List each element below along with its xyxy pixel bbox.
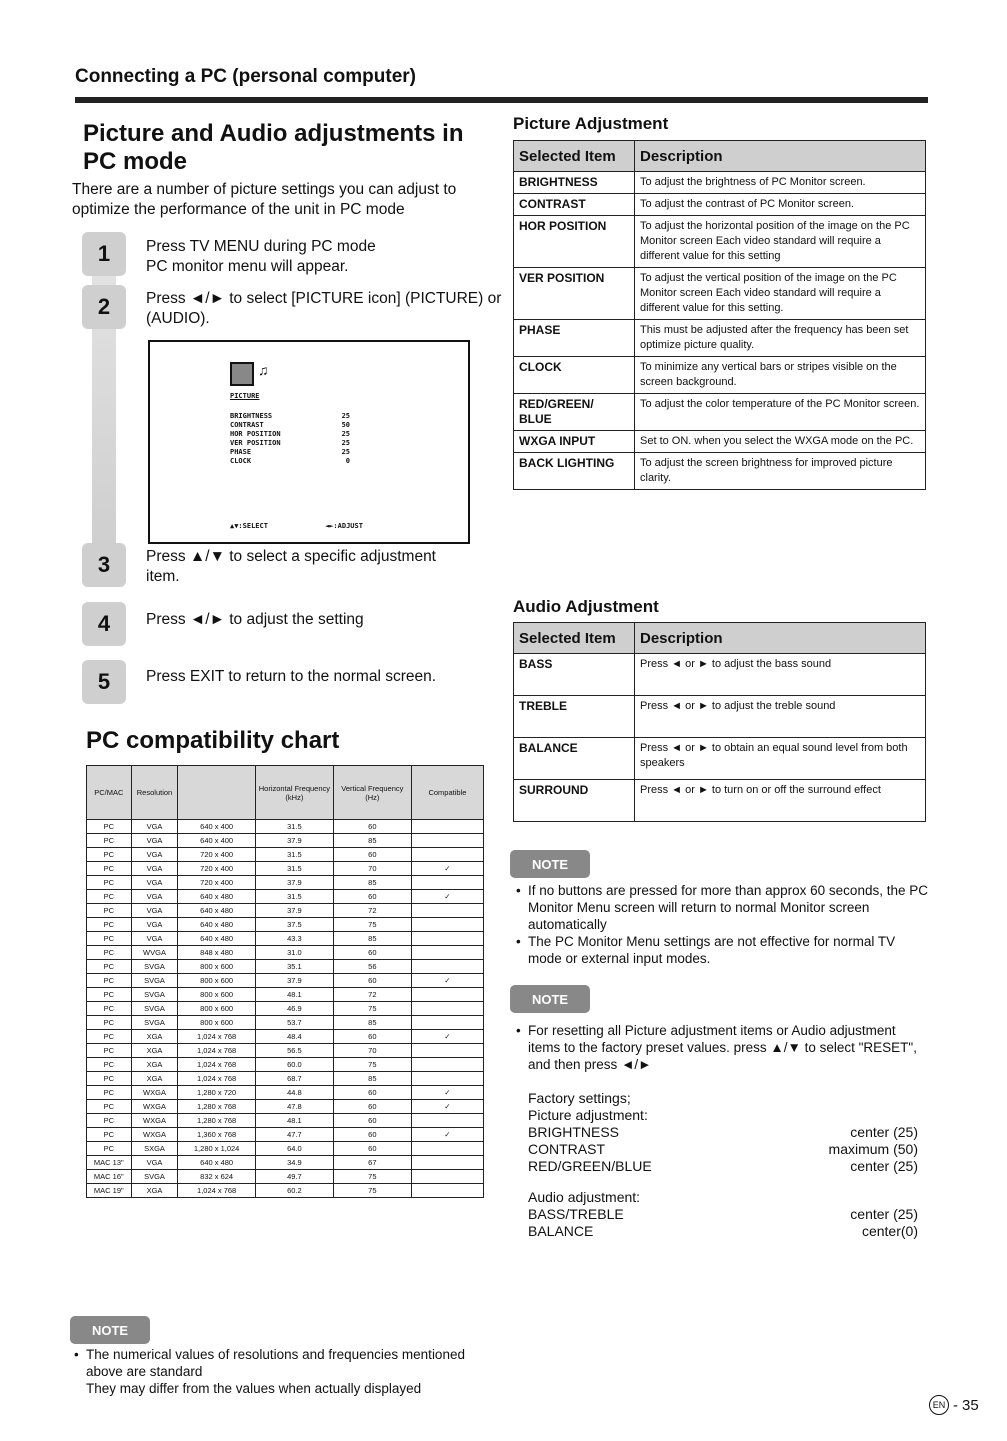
table-cell: 35.1 bbox=[255, 960, 333, 974]
step-5-text: Press EXIT to return to the normal screen. bbox=[146, 668, 437, 685]
table-cell: 1,024 x 768 bbox=[178, 1058, 256, 1072]
compat-header: Horizontal Frequency (kHz) bbox=[255, 766, 333, 820]
factory-row: BASS/TREBLE center (25) bbox=[528, 1206, 918, 1222]
osd-menu-screenshot bbox=[148, 340, 470, 544]
factory-title: Factory settings; bbox=[528, 1090, 631, 1106]
table-cell: XGA bbox=[131, 1072, 178, 1086]
table-cell bbox=[411, 834, 483, 848]
table-cell: SXGA bbox=[131, 1142, 178, 1156]
step-4-number: 4 bbox=[82, 602, 126, 646]
table-cell: 1,024 x 768 bbox=[178, 1072, 256, 1086]
osd-list bbox=[230, 412, 350, 466]
table-row: BASS Press ◄ or ► to adjust the bass sound bbox=[514, 654, 926, 696]
step-4-text: Press ◄/► to adjust the setting bbox=[146, 611, 364, 628]
table-row bbox=[87, 1030, 484, 1044]
intro-text: There are a number of picture settings you can adjust to optimize the performance of the unit in PC mode bbox=[72, 181, 457, 218]
note-1-bullets bbox=[528, 882, 928, 967]
header-rule bbox=[75, 97, 928, 103]
table-cell: VGA bbox=[131, 932, 178, 946]
compat-header-row bbox=[87, 766, 484, 820]
table-cell: 800 x 600 bbox=[178, 1002, 256, 1016]
note-2-bullet: • For resetting all Picture adjustment items or Audio adjustment items to the factory preset values. press ▲/▼ to select "RESET", and then press ◄/► bbox=[528, 1022, 924, 1073]
table-cell: PC bbox=[87, 960, 132, 974]
table-cell: PC bbox=[87, 890, 132, 904]
table-cell: WXGA bbox=[131, 1114, 178, 1128]
table-cell: 85 bbox=[333, 876, 411, 890]
table-cell: 53.7 bbox=[255, 1016, 333, 1030]
compat-header bbox=[178, 766, 256, 820]
table-cell: 60 bbox=[333, 1086, 411, 1100]
heading-line-1: Picture and Audio adjustments in bbox=[83, 120, 464, 147]
table-cell: 31.5 bbox=[255, 862, 333, 876]
table-cell: PC bbox=[87, 1030, 132, 1044]
table-cell bbox=[411, 904, 483, 918]
table-cell: 49.7 bbox=[255, 1170, 333, 1184]
table-row: CLOCK To minimize any vertical bars or stripes visible on the screen background. bbox=[514, 357, 926, 394]
table-row bbox=[87, 1128, 484, 1142]
table-cell: 640 x 480 bbox=[178, 918, 256, 932]
table-cell: VGA bbox=[131, 862, 178, 876]
step-1-line1: Press TV MENU during PC mode bbox=[146, 238, 376, 255]
osd-row: BRIGHTNESS 25 bbox=[230, 412, 350, 420]
table-cell: 85 bbox=[333, 834, 411, 848]
step-3-number: 3 bbox=[82, 543, 126, 587]
table-cell: 800 x 600 bbox=[178, 974, 256, 988]
table-cell: ✓ bbox=[411, 890, 483, 904]
table-cell: 31.5 bbox=[255, 820, 333, 834]
lang-badge: EN bbox=[929, 1395, 949, 1415]
table-row bbox=[87, 890, 484, 904]
table-cell bbox=[411, 848, 483, 862]
table-cell: MAC 16" bbox=[87, 1170, 132, 1184]
table-cell: VGA bbox=[131, 848, 178, 862]
table-row bbox=[87, 1002, 484, 1016]
table-cell: PC bbox=[87, 834, 132, 848]
table-cell: 68.7 bbox=[255, 1072, 333, 1086]
table-cell: 1,280 x 720 bbox=[178, 1086, 256, 1100]
table-cell: 70 bbox=[333, 1044, 411, 1058]
table-cell: 60.0 bbox=[255, 1058, 333, 1072]
osd-footer-adjust: ◄►:ADJUST bbox=[325, 522, 363, 530]
table-cell: 56.5 bbox=[255, 1044, 333, 1058]
factory-settings bbox=[528, 1090, 918, 1240]
table-row: PHASE This must be adjusted after the frequency has been set optimize picture quality. bbox=[514, 320, 926, 357]
table-cell: PC bbox=[87, 904, 132, 918]
table-cell: 60 bbox=[333, 848, 411, 862]
table-row: SURROUND Press ◄ or ► to turn on or off the surround effect bbox=[514, 780, 926, 822]
table-cell: 34.9 bbox=[255, 1156, 333, 1170]
adj-header-row bbox=[514, 141, 926, 172]
note-bullet-line1: • The numerical values of resolutions and frequencies mentioned above are standard bbox=[86, 1347, 465, 1379]
table-cell: 800 x 600 bbox=[178, 1016, 256, 1030]
table-cell: VGA bbox=[131, 890, 178, 904]
compat-header: Compatible bbox=[411, 766, 483, 820]
col-description: Description bbox=[635, 141, 926, 172]
table-cell: ✓ bbox=[411, 1128, 483, 1142]
table-cell: 1,280 x 768 bbox=[178, 1100, 256, 1114]
table-cell: 60 bbox=[333, 1142, 411, 1156]
table-cell bbox=[411, 820, 483, 834]
table-row bbox=[87, 820, 484, 834]
table-cell: ✓ bbox=[411, 1100, 483, 1114]
table-row: CONTRAST To adjust the contrast of PC Monitor screen. bbox=[514, 194, 926, 216]
table-cell: SVGA bbox=[131, 974, 178, 988]
table-cell: 37.9 bbox=[255, 876, 333, 890]
table-row bbox=[87, 848, 484, 862]
page-number: EN - 35 bbox=[929, 1395, 979, 1415]
table-cell: XGA bbox=[131, 1058, 178, 1072]
table-cell: PC bbox=[87, 1044, 132, 1058]
factory-audio-title: Audio adjustment: bbox=[528, 1189, 641, 1205]
table-cell bbox=[411, 1142, 483, 1156]
table-cell bbox=[411, 932, 483, 946]
step-5-number: 5 bbox=[82, 660, 126, 704]
osd-row: PHASE 25 bbox=[230, 448, 350, 456]
table-row bbox=[87, 904, 484, 918]
table-cell: PC bbox=[87, 1002, 132, 1016]
heading-compat-chart: PC compatibility chart bbox=[86, 727, 340, 754]
table-row bbox=[87, 988, 484, 1002]
step-3-line1: Press ▲/▼ to select a specific adjustment bbox=[146, 548, 436, 565]
step-1-number: 1 bbox=[82, 232, 126, 276]
table-row bbox=[87, 960, 484, 974]
table-cell: WXGA bbox=[131, 1086, 178, 1100]
table-cell: 47.8 bbox=[255, 1100, 333, 1114]
table-cell bbox=[411, 1156, 483, 1170]
factory-row: CONTRAST maximum (50) bbox=[528, 1141, 918, 1157]
table-cell: PC bbox=[87, 1128, 132, 1142]
table-cell: VGA bbox=[131, 918, 178, 932]
table-cell: PC bbox=[87, 974, 132, 988]
compat-header: PC/MAC bbox=[87, 766, 132, 820]
table-cell: 75 bbox=[333, 1184, 411, 1198]
compat-table bbox=[86, 765, 484, 1198]
table-cell: XGA bbox=[131, 1044, 178, 1058]
table-cell: 60 bbox=[333, 1128, 411, 1142]
table-cell: MAC 13" bbox=[87, 1156, 132, 1170]
table-cell: SVGA bbox=[131, 1016, 178, 1030]
note-badge: NOTE bbox=[70, 1316, 150, 1344]
osd-footer-select: ▲▼:SELECT bbox=[230, 522, 268, 530]
table-cell: SVGA bbox=[131, 1170, 178, 1184]
table-row: BRIGHTNESS To adjust the brightness of PC Monitor screen. bbox=[514, 172, 926, 194]
table-cell: VGA bbox=[131, 1156, 178, 1170]
factory-picture-title: Picture adjustment: bbox=[528, 1107, 648, 1123]
table-cell: ✓ bbox=[411, 862, 483, 876]
osd-row: HOR POSITION 25 bbox=[230, 430, 350, 438]
table-row bbox=[87, 932, 484, 946]
table-cell: 720 x 400 bbox=[178, 862, 256, 876]
table-cell: 60 bbox=[333, 946, 411, 960]
table-cell: 72 bbox=[333, 904, 411, 918]
heading-picture-audio bbox=[83, 120, 463, 176]
table-cell: SVGA bbox=[131, 960, 178, 974]
table-cell: 31.5 bbox=[255, 848, 333, 862]
table-row bbox=[87, 1156, 484, 1170]
table-row bbox=[87, 1184, 484, 1198]
table-row bbox=[87, 1058, 484, 1072]
table-cell: 85 bbox=[333, 1016, 411, 1030]
note-bullet bbox=[86, 1346, 486, 1397]
table-cell: 720 x 400 bbox=[178, 876, 256, 890]
table-cell: SVGA bbox=[131, 988, 178, 1002]
table-cell: PC bbox=[87, 988, 132, 1002]
table-cell: 85 bbox=[333, 1072, 411, 1086]
table-cell: PC bbox=[87, 820, 132, 834]
table-cell: 640 x 480 bbox=[178, 904, 256, 918]
table-cell bbox=[411, 1044, 483, 1058]
table-cell: PC bbox=[87, 1100, 132, 1114]
table-cell: 75 bbox=[333, 1058, 411, 1072]
table-row: HOR POSITION To adjust the horizontal position of the image on the PC Monitor screen Each video standard will require a different value for this setting bbox=[514, 216, 926, 268]
table-cell: 75 bbox=[333, 1002, 411, 1016]
table-row bbox=[87, 974, 484, 988]
table-row bbox=[87, 876, 484, 890]
table-cell: 64.0 bbox=[255, 1142, 333, 1156]
table-cell: 1,024 x 768 bbox=[178, 1044, 256, 1058]
table-cell: WXGA bbox=[131, 1100, 178, 1114]
osd-row: CLOCK 0 bbox=[230, 457, 350, 465]
table-cell: 1,280 x 768 bbox=[178, 1114, 256, 1128]
table-cell: 48.1 bbox=[255, 988, 333, 1002]
note-badge: NOTE bbox=[510, 985, 590, 1013]
table-cell: PC bbox=[87, 932, 132, 946]
table-cell: 75 bbox=[333, 1170, 411, 1184]
table-cell: 56 bbox=[333, 960, 411, 974]
table-cell: 640 x 400 bbox=[178, 820, 256, 834]
table-cell: 640 x 400 bbox=[178, 834, 256, 848]
table-row: TREBLE Press ◄ or ► to adjust the treble sound bbox=[514, 696, 926, 738]
table-cell: 640 x 480 bbox=[178, 932, 256, 946]
table-cell: PC bbox=[87, 1142, 132, 1156]
factory-row: RED/GREEN/BLUE center (25) bbox=[528, 1158, 918, 1174]
table-row bbox=[87, 1016, 484, 1030]
step-2-number: 2 bbox=[82, 285, 126, 329]
table-cell: 60 bbox=[333, 820, 411, 834]
table-cell: 1,280 x 1,024 bbox=[178, 1142, 256, 1156]
table-cell: PC bbox=[87, 918, 132, 932]
table-cell: 48.1 bbox=[255, 1114, 333, 1128]
table-cell: 37.9 bbox=[255, 974, 333, 988]
step-1-line2: PC monitor menu will appear. bbox=[146, 258, 349, 275]
table-cell bbox=[411, 1058, 483, 1072]
note-bullet-line2: They may differ from the values when actually displayed bbox=[86, 1381, 422, 1396]
table-cell: 800 x 600 bbox=[178, 988, 256, 1002]
table-cell bbox=[411, 1184, 483, 1198]
table-cell: VGA bbox=[131, 904, 178, 918]
table-cell: ✓ bbox=[411, 974, 483, 988]
table-cell: PC bbox=[87, 848, 132, 862]
table-cell: 60 bbox=[333, 890, 411, 904]
table-cell bbox=[411, 1016, 483, 1030]
table-cell: PC bbox=[87, 1086, 132, 1100]
table-row bbox=[87, 946, 484, 960]
table-cell: 832 x 624 bbox=[178, 1170, 256, 1184]
table-cell: 60 bbox=[333, 1100, 411, 1114]
table-cell: 67 bbox=[333, 1156, 411, 1170]
table-row: WXGA INPUT Set to ON. when you select the WXGA mode on the PC. bbox=[514, 431, 926, 453]
adj-header-row bbox=[514, 623, 926, 654]
page-number-text: 35 bbox=[962, 1396, 979, 1414]
table-row bbox=[87, 1170, 484, 1184]
table-row bbox=[87, 1072, 484, 1086]
step-3-line2: item. bbox=[146, 568, 180, 585]
table-cell: VGA bbox=[131, 820, 178, 834]
table-cell: 85 bbox=[333, 932, 411, 946]
table-cell: WXGA bbox=[131, 1128, 178, 1142]
table-cell: PC bbox=[87, 1114, 132, 1128]
compat-header: Vertical Frequency (Hz) bbox=[333, 766, 411, 820]
table-cell: 720 x 400 bbox=[178, 848, 256, 862]
step-3-text bbox=[146, 547, 436, 587]
table-cell: XGA bbox=[131, 1184, 178, 1198]
audio-icon: ♫ bbox=[258, 362, 269, 378]
table-cell: PC bbox=[87, 1016, 132, 1030]
factory-row: BALANCE center(0) bbox=[528, 1223, 918, 1239]
table-cell bbox=[411, 946, 483, 960]
table-cell bbox=[411, 876, 483, 890]
table-cell: WVGA bbox=[131, 946, 178, 960]
table-cell: 48.4 bbox=[255, 1030, 333, 1044]
table-cell: 43.3 bbox=[255, 932, 333, 946]
table-cell bbox=[411, 1114, 483, 1128]
heading-line-2: PC mode bbox=[83, 148, 188, 175]
table-cell: 60 bbox=[333, 1114, 411, 1128]
osd-row: VER POSITION 25 bbox=[230, 439, 350, 447]
table-cell: 72 bbox=[333, 988, 411, 1002]
table-cell: ✓ bbox=[411, 1030, 483, 1044]
table-cell: 640 x 480 bbox=[178, 1156, 256, 1170]
note-bullet: • If no buttons are pressed for more than approx 60 seconds, the PC Monitor Menu screen will return to normal Monitor screen automatically bbox=[528, 882, 928, 933]
table-cell bbox=[411, 918, 483, 932]
table-cell: PC bbox=[87, 946, 132, 960]
table-cell: 800 x 600 bbox=[178, 960, 256, 974]
table-row bbox=[87, 834, 484, 848]
table-cell: 640 x 480 bbox=[178, 890, 256, 904]
audio-adjustment-heading: Audio Adjustment bbox=[513, 597, 659, 616]
table-cell: 37.5 bbox=[255, 918, 333, 932]
table-cell: 37.9 bbox=[255, 834, 333, 848]
picture-adjustment-table bbox=[513, 140, 926, 490]
section-header: Connecting a PC (personal computer) bbox=[75, 66, 416, 87]
step-2-line2: (AUDIO). bbox=[146, 310, 210, 327]
table-cell bbox=[411, 1072, 483, 1086]
table-row bbox=[87, 1044, 484, 1058]
table-row bbox=[87, 918, 484, 932]
col-selected-item: Selected Item bbox=[514, 141, 635, 172]
table-row bbox=[87, 1100, 484, 1114]
factory-row: BRIGHTNESS center (25) bbox=[528, 1124, 918, 1140]
table-cell: PC bbox=[87, 862, 132, 876]
table-cell: 31.5 bbox=[255, 890, 333, 904]
table-cell: 60.2 bbox=[255, 1184, 333, 1198]
table-cell: 60 bbox=[333, 974, 411, 988]
note-bullet: • The PC Monitor Menu settings are not effective for normal TV mode or external input modes. bbox=[528, 933, 928, 967]
osd-row: CONTRAST 50 bbox=[230, 421, 350, 429]
table-cell: 47.7 bbox=[255, 1128, 333, 1142]
table-cell bbox=[411, 960, 483, 974]
table-cell: XGA bbox=[131, 1030, 178, 1044]
table-cell: PC bbox=[87, 1058, 132, 1072]
table-cell bbox=[411, 1002, 483, 1016]
table-row: VER POSITION To adjust the vertical position of the image on the PC Monitor screen Each video standard will require a different value for this setting. bbox=[514, 268, 926, 320]
table-row bbox=[87, 1086, 484, 1100]
picture-icon bbox=[230, 362, 254, 386]
table-cell: SVGA bbox=[131, 1002, 178, 1016]
table-cell: 1,360 x 768 bbox=[178, 1128, 256, 1142]
col-selected-item: Selected Item bbox=[514, 623, 635, 654]
table-cell: 70 bbox=[333, 862, 411, 876]
table-row: RED/GREEN/ BLUE To adjust the color temperature of the PC Monitor screen. bbox=[514, 394, 926, 431]
table-cell: 60 bbox=[333, 1030, 411, 1044]
table-cell: ✓ bbox=[411, 1086, 483, 1100]
table-cell: 75 bbox=[333, 918, 411, 932]
table-cell: 848 x 480 bbox=[178, 946, 256, 960]
step-2-text bbox=[146, 289, 501, 329]
table-cell: 46.9 bbox=[255, 1002, 333, 1016]
audio-adjustment-table bbox=[513, 622, 926, 822]
osd-title: PICTURE bbox=[230, 392, 260, 400]
table-row bbox=[87, 862, 484, 876]
table-cell: 1,024 x 768 bbox=[178, 1184, 256, 1198]
table-row: BACK LIGHTING To adjust the screen brightness for improved picture clarity. bbox=[514, 453, 926, 490]
table-cell: VGA bbox=[131, 834, 178, 848]
table-cell: MAC 19" bbox=[87, 1184, 132, 1198]
col-description: Description bbox=[635, 623, 926, 654]
compat-header: Resolution bbox=[131, 766, 178, 820]
picture-adjustment-heading: Picture Adjustment bbox=[513, 114, 669, 133]
table-row bbox=[87, 1114, 484, 1128]
step-1-text bbox=[146, 237, 376, 277]
table-cell: PC bbox=[87, 1072, 132, 1086]
note-badge: NOTE bbox=[510, 850, 590, 878]
table-cell: 31.0 bbox=[255, 946, 333, 960]
table-row: BALANCE Press ◄ or ► to obtain an equal sound level from both speakers bbox=[514, 738, 926, 780]
table-cell: 44.8 bbox=[255, 1086, 333, 1100]
table-cell: PC bbox=[87, 876, 132, 890]
table-row bbox=[87, 1142, 484, 1156]
table-cell: VGA bbox=[131, 876, 178, 890]
table-cell bbox=[411, 1170, 483, 1184]
table-cell: 1,024 x 768 bbox=[178, 1030, 256, 1044]
table-cell bbox=[411, 988, 483, 1002]
table-cell: 37.9 bbox=[255, 904, 333, 918]
step-2-line1: Press ◄/► to select [PICTURE icon] (PICTURE) or bbox=[146, 290, 502, 307]
